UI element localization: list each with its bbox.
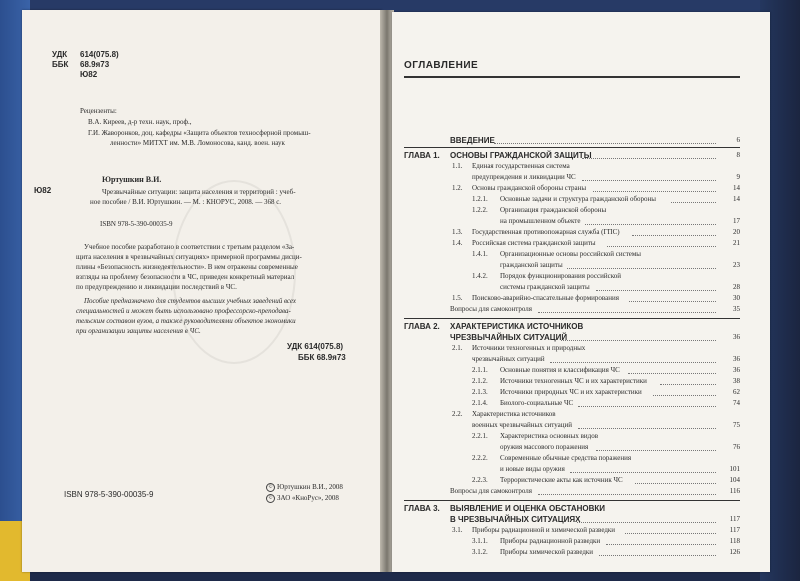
toc-title-rule	[404, 76, 740, 78]
abstract-line: взгляды на проблему безопасности в ЧС, приведен конкретный материал	[76, 273, 295, 281]
toc-leader-dots	[606, 543, 716, 545]
copyright-icon: ©	[266, 483, 275, 492]
toc-entry-label[interactable]: Приборы радиационной и химической разведки	[472, 526, 616, 534]
abstract-line: Учебное пособие разработано в соответствии с третьим разделом «За-	[84, 243, 295, 251]
toc-entry-label[interactable]: Организационные основы российской системы	[500, 250, 642, 258]
abstract-line: щита населения в чрезвычайных ситуациях» примерной программы дисци-	[76, 253, 302, 261]
toc-page-number: 23	[733, 261, 740, 269]
toc-page-number: 8	[736, 151, 740, 159]
toc-number: 2.2.1.	[472, 432, 488, 440]
toc-chapter-rule	[404, 147, 740, 148]
isbn-top: ISBN 978-5-390-00035-9	[100, 220, 173, 228]
toc-page-number: 104	[729, 476, 740, 484]
toc-entry-label[interactable]: Вопросы для самоконтроля	[450, 487, 532, 495]
toc-leader-dots	[671, 201, 716, 203]
toc-number: 2.1.1.	[472, 366, 488, 374]
toc-number: 3.1.	[452, 526, 463, 534]
toc-leader-dots	[570, 471, 716, 473]
toc-number: 1.1.	[452, 162, 463, 170]
toc-entry-label[interactable]: и новые виды оружия	[500, 465, 565, 473]
toc-leader-dots	[596, 289, 716, 291]
toc-leader-dots	[596, 449, 716, 451]
toc-number: 2.1.2.	[472, 377, 488, 385]
library-code-2: Ю82	[34, 186, 52, 195]
toc-leader-dots	[538, 493, 716, 495]
toc-page-number: 36	[733, 366, 740, 374]
toc-leader-dots	[578, 427, 716, 429]
library-code: Ю82	[80, 70, 98, 79]
audience-line: специальностей и может быть использовано профессорско-преподава-	[76, 307, 291, 315]
toc-number: 3.1.1.	[472, 537, 488, 545]
toc-entry-label[interactable]: Организация гражданской обороны	[500, 206, 607, 214]
toc-page-number: 38	[733, 377, 740, 385]
toc-page-number: 62	[733, 388, 740, 396]
toc-leader-dots	[629, 300, 716, 302]
toc-leader-dots	[632, 234, 716, 236]
toc-entry-label[interactable]: В ЧРЕЗВЫЧАЙНЫХ СИТУАЦИЯХ	[450, 515, 581, 524]
audience-line: тельским составом вузов, а также руководителями объектов экономики	[76, 317, 296, 325]
bbk-value: 68.9я73	[80, 60, 110, 69]
toc-entry-label[interactable]: Приборы химической разведки	[500, 548, 594, 556]
toc-number: 2.2.2.	[472, 454, 488, 462]
toc-title: ОГЛАВЛЕНИЕ	[404, 60, 479, 71]
toc-entry-label[interactable]: Основные задачи и структура гражданской обороны	[500, 195, 656, 203]
toc-page-number: 76	[733, 443, 740, 451]
toc-leader-dots	[653, 394, 716, 396]
toc-leader-dots	[578, 405, 716, 407]
toc-page-number: 14	[733, 184, 740, 192]
abstract-line: плины «Безопасность жизнедеятельности». В нем отражены современные	[76, 263, 298, 271]
toc-number: 1.2.2.	[472, 206, 488, 214]
bibliographic-line-2: ное пособие / В.И. Юртушкин. — М. : КНОРУС, 2008. — 368 с.	[90, 198, 282, 206]
toc-number: 2.1.3.	[472, 388, 488, 396]
copyright-2	[266, 493, 339, 503]
toc-page-number: 126	[729, 548, 740, 556]
toc-page-number: 74	[733, 399, 740, 407]
toc-page-number: 118	[729, 537, 740, 545]
toc-entry-label[interactable]: Единая государственная система	[472, 162, 570, 170]
author-name: Юртушкин В.И.	[102, 175, 162, 184]
toc-leader-dots	[593, 190, 716, 192]
toc-number: 1.4.2.	[472, 272, 488, 280]
toc-leader-dots	[635, 482, 716, 484]
toc-page-number: 116	[729, 487, 740, 495]
toc-number: 3.1.2.	[472, 548, 488, 556]
copyright-1	[266, 482, 343, 492]
toc-entry-label[interactable]: Современные обычные средства поражения	[500, 454, 632, 462]
toc-number: 1.4.1.	[472, 250, 488, 258]
udk-value: 614(075.8)	[80, 50, 119, 59]
isbn-bottom: ISBN 978-5-390-00035-9	[64, 490, 154, 499]
toc-entry-label[interactable]: Характеристика основных видов	[500, 432, 599, 440]
bbk-bottom: ББК 68.9я73	[298, 353, 346, 362]
toc-entry-label[interactable]: Государственная противопожарная служба (ГПС)	[472, 228, 620, 236]
reviewer-2-cont: ленности» МИТХТ им. М.В. Ломоносова, канд. воен. наук	[110, 139, 285, 147]
toc-entry-label[interactable]: Террористические акты как источник ЧС	[500, 476, 623, 484]
toc-leader-dots	[599, 554, 716, 556]
reviewers-title: Рецензенты:	[80, 107, 117, 115]
copyright-2-text: ЗАО «КноРус», 2008	[277, 494, 339, 502]
toc-entry-label[interactable]: ЧРЕЗВЫЧАЙНЫХ СИТУАЦИЙ	[450, 333, 568, 342]
toc-entry-label[interactable]: Источники техногенных и природных	[472, 344, 586, 352]
abstract-line: по предупреждению и ликвидации последствий в ЧС.	[76, 283, 237, 291]
toc-leader-dots	[550, 361, 716, 363]
toc-leader-dots	[561, 339, 716, 341]
bbk-label: ББК	[52, 60, 69, 69]
left-page	[22, 10, 382, 572]
toc-number: ГЛАВА 2.	[404, 322, 440, 331]
toc-entry-label[interactable]: Биолого-социальные ЧС	[500, 399, 574, 407]
toc-leader-dots	[577, 521, 716, 523]
toc-page-number: 17	[733, 217, 740, 225]
toc-leader-dots	[607, 245, 716, 247]
toc-page-number: 30	[733, 294, 740, 302]
toc-chapter-rule	[404, 500, 740, 501]
toc-entry-label[interactable]: Вопросы для самоконтроля	[450, 305, 532, 313]
toc-leader-dots	[625, 532, 716, 534]
toc-page-number: 117	[729, 526, 740, 534]
toc-entry-label[interactable]: на промышленном объекте	[500, 217, 581, 225]
toc-page-number: 20	[733, 228, 740, 236]
toc-entry-label[interactable]: Характеристика источников	[472, 410, 556, 418]
toc-number: 2.1.	[452, 344, 463, 352]
audience-line: Пособие предназначено для студентов высших учебных заведений всех	[84, 297, 297, 305]
toc-number: ГЛАВА 3.	[404, 504, 440, 513]
toc-page-number: 36	[733, 333, 740, 341]
toc-entry-label[interactable]: ВВЕДЕНИЕ	[450, 136, 495, 145]
toc-entry-label[interactable]: чрезвычайных ситуаций	[472, 355, 545, 363]
toc-page-number: 35	[733, 305, 740, 313]
toc-leader-dots	[567, 267, 716, 269]
toc-entry-label[interactable]: оружия массового поражения	[500, 443, 589, 451]
toc-number: 1.2.1.	[472, 195, 488, 203]
toc-leader-dots	[582, 179, 716, 181]
toc-entry-label[interactable]: системы гражданской защиты	[500, 283, 590, 291]
toc-entry-label[interactable]: Порядок функционирования российской	[500, 272, 622, 280]
toc-entry-label[interactable]: Источники природных ЧС и их характеристики	[500, 388, 642, 396]
toc-entry-label[interactable]: Основные понятия и классификация ЧС	[500, 366, 620, 374]
toc-number: 2.2.3.	[472, 476, 488, 484]
toc-leader-dots	[538, 311, 716, 313]
right-page	[392, 12, 770, 572]
toc-page-number: 36	[733, 355, 740, 363]
toc-page-number: 9	[736, 173, 740, 181]
toc-number: 1.4.	[452, 239, 463, 247]
toc-number: 2.1.4.	[472, 399, 488, 407]
toc-entry-label[interactable]: Приборы радиационной разведки	[500, 537, 601, 545]
toc-leader-dots	[628, 372, 716, 374]
bibliographic-line-1: Чрезвычайные ситуации: защита населения и территорий : учеб-	[102, 188, 296, 196]
toc-entry-label[interactable]: предупреждения и ликвидации ЧС	[472, 173, 576, 181]
toc-page-number: 75	[733, 421, 740, 429]
toc-page-number: 101	[729, 465, 740, 473]
toc-entry-label[interactable]: гражданской защиты	[500, 261, 563, 269]
reviewer-2: Г.И. Жаворонков, доц. кафедры «Защита объектов техносферной промыш-	[88, 129, 311, 137]
toc-number: 1.2.	[452, 184, 463, 192]
toc-page-number: 117	[729, 515, 740, 523]
toc-leader-dots	[494, 142, 716, 144]
toc-chapter-rule	[404, 318, 740, 319]
toc-page-number: 6	[736, 136, 740, 144]
toc-number: 1.3.	[452, 228, 463, 236]
toc-page-number: 28	[733, 283, 740, 291]
toc-entry-label[interactable]: военных чрезвычайных ситуаций	[472, 421, 573, 429]
toc-entry-label[interactable]: Поисково-аварийно-спасательные формирования	[472, 294, 619, 302]
copyright-1-text: Юртушкин В.И., 2008	[277, 483, 343, 491]
toc-entry-label[interactable]: Российская система гражданской защиты	[472, 239, 596, 247]
toc-page-number: 14	[733, 195, 740, 203]
toc-entry-label[interactable]: ОСНОВЫ ГРАЖДАНСКОЙ ЗАЩИТЫ	[450, 151, 592, 160]
toc-number: 1.5.	[452, 294, 463, 302]
toc-leader-dots	[582, 157, 716, 159]
reviewer-1: В.А. Киреев, д-р техн. наук, проф.,	[88, 118, 192, 126]
toc-page-number: 21	[733, 239, 740, 247]
toc-leader-dots	[660, 383, 716, 385]
audience-line: при организации защиты населения в ЧС.	[76, 327, 201, 335]
toc-leader-dots	[585, 223, 716, 225]
toc-entry-label[interactable]: Основы гражданской обороны страны	[472, 184, 587, 192]
toc-entry-label[interactable]: ВЫЯВЛЕНИЕ И ОЦЕНКА ОБСТАНОВКИ	[450, 504, 606, 513]
toc-entry-label[interactable]: ХАРАКТЕРИСТИКА ИСТОЧНИКОВ	[450, 322, 584, 331]
toc-number: ГЛАВА 1.	[404, 151, 440, 160]
udk-label: УДК	[52, 50, 68, 59]
toc-number: 2.2.	[452, 410, 463, 418]
udk-bottom: УДК 614(075.8)	[287, 342, 344, 351]
toc-entry-label[interactable]: Источники техногенных ЧС и их характеристики	[500, 377, 647, 385]
copyright-icon: ©	[266, 494, 275, 503]
